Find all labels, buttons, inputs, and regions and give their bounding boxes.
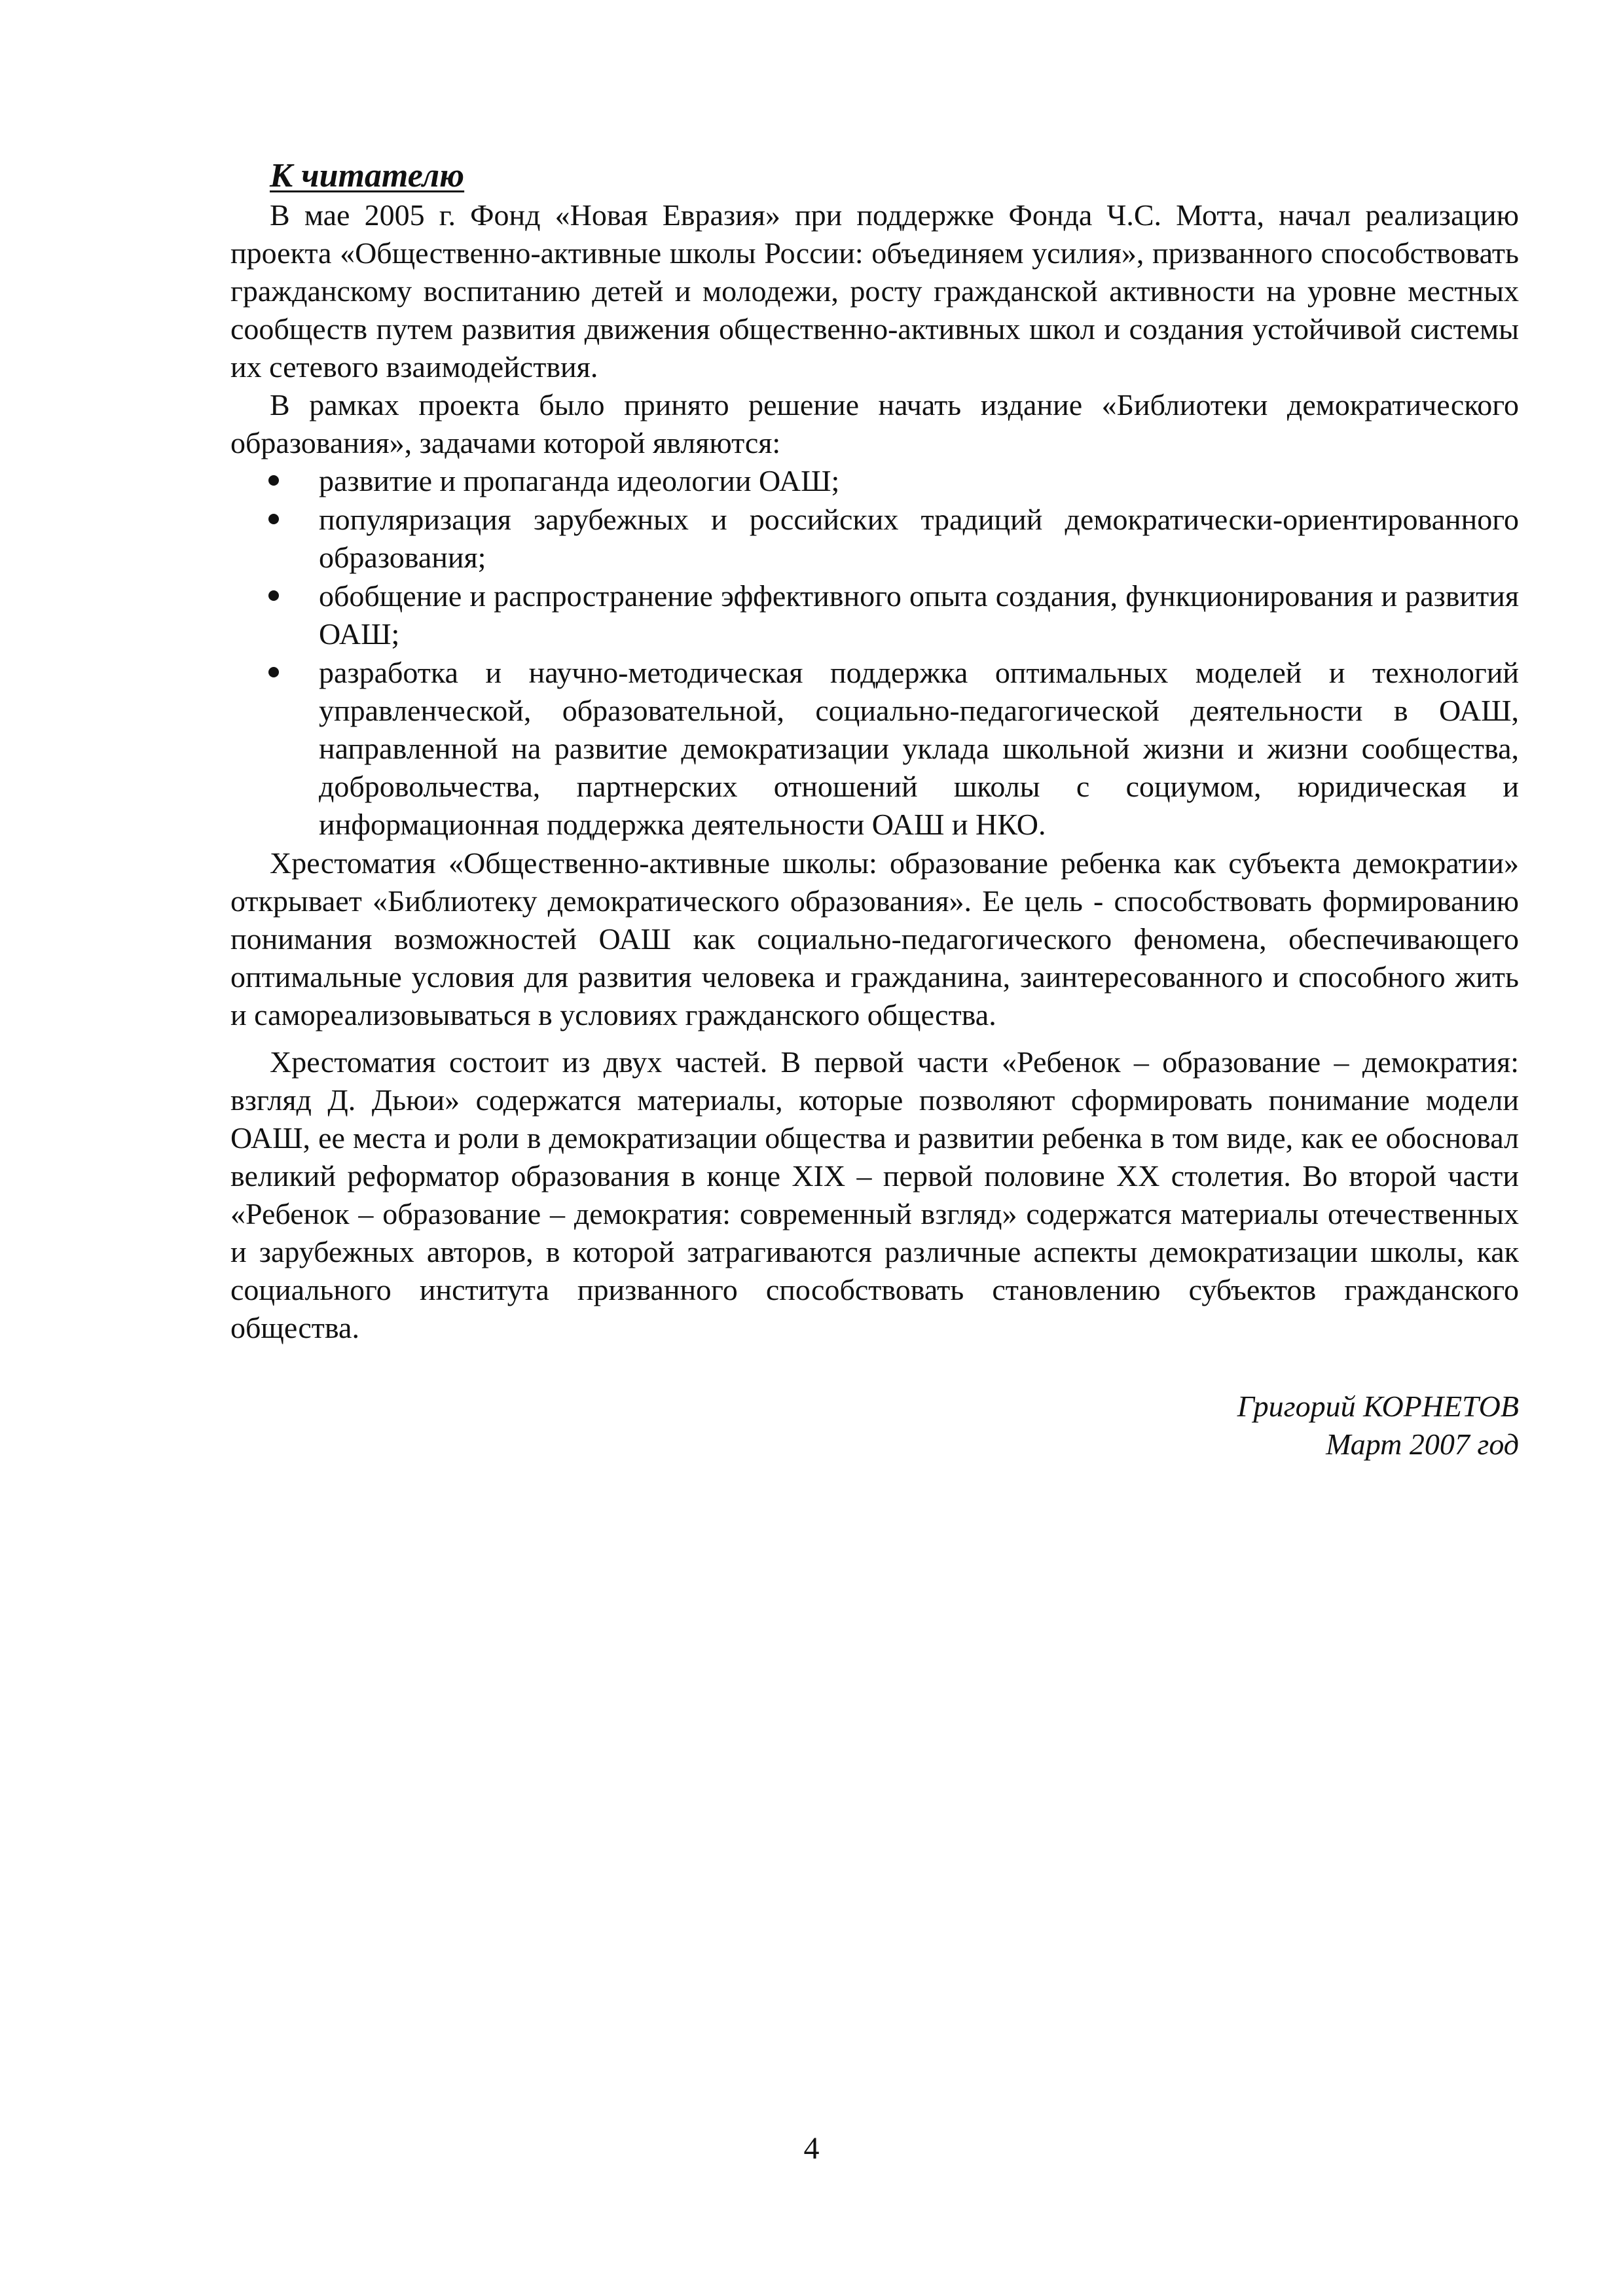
bullet-icon	[268, 514, 279, 524]
bullet-icon	[268, 667, 279, 677]
document-body	[230, 156, 1519, 1463]
page-number: 4	[803, 2131, 820, 2166]
list-item-text: развитие и пропаганда идеологии ОАШ;	[319, 464, 840, 497]
list-item-text: обобщение и распространение эффективного опыта создания, функционирования и развития ОАШ;	[319, 579, 1519, 651]
bullet-icon	[268, 590, 279, 601]
list-item-text: разработка и научно-методическая поддержка оптимальных моделей и технологий управленческой, образовательной, социально-педагогической деятельности в ОАШ, направленной на развитие демократизации уклада школьной жизни и жизни сообщества, добровольчества, партнерских отношений школы с социумом, юридическая и информационная поддержка деятельности ОАШ и НКО.	[319, 656, 1519, 841]
tasks-list	[230, 462, 1519, 844]
list-item	[230, 577, 1519, 653]
bullet-icon	[268, 475, 279, 486]
intro-paragraph: В мае 2005 г. Фонд «Новая Евразия» при поддержке Фонда Ч.С. Мотта, начал реализацию проекта «Общественно-активные школы России: объединяем усилия», призванного способствовать гражданскому воспитанию детей и молодежи, росту гражданской активности на уровне местных сообществ путем развития движения общественно-активных школ и создания устойчивой системы их сетевого взаимодействия.	[230, 198, 1519, 384]
intro-paragraph: В рамках проекта было принято решение начать издание «Библиотеки демократического образования», задачами которой являются:	[230, 388, 1519, 459]
body-paragraph: Хрестоматия состоит из двух частей. В первой части «Ребенок – образование – демократия: взгляд Д. Дьюи» содержатся материалы, которые позволяют сформировать понимание модели ОАШ, ее места и роли в демократизации общества и развитии ребенка в том виде, как ее обосновал великий реформатор образования в конце XIX – первой половине XX столетия. Во второй части «Ребенок – образование – демократия: современный взгляд» содержатся материалы отечественных и зарубежных авторов, в которой затрагиваются различные аспекты демократизации школы, как социального института призванного способствовать становлению субъектов гражданского общества.	[230, 1045, 1519, 1344]
signature-block	[230, 1388, 1519, 1463]
list-item	[230, 462, 1519, 500]
body-paragraph: Хрестоматия «Общественно-активные школы: образование ребенка как субъекта демократии» открывает «Библиотеку демократического образования». Ее цель - способствовать формированию понимания возможностей ОАШ как социально-педагогического феномена, обеспечивающего оптимальные условия для развития человека и гражданина, заинтересованного и способного жить и самореализовываться в условиях гражданского общества.	[230, 846, 1519, 1031]
list-item	[230, 654, 1519, 844]
list-item-text: популяризация зарубежных и российских традиций демократически-ориентированного образования;	[319, 503, 1519, 574]
signature-date: Март 2007 год	[1326, 1427, 1519, 1461]
author-name: Григорий КОРНЕТОВ	[1237, 1390, 1519, 1423]
page-title: К читателю	[270, 157, 465, 194]
list-item	[230, 501, 1519, 577]
